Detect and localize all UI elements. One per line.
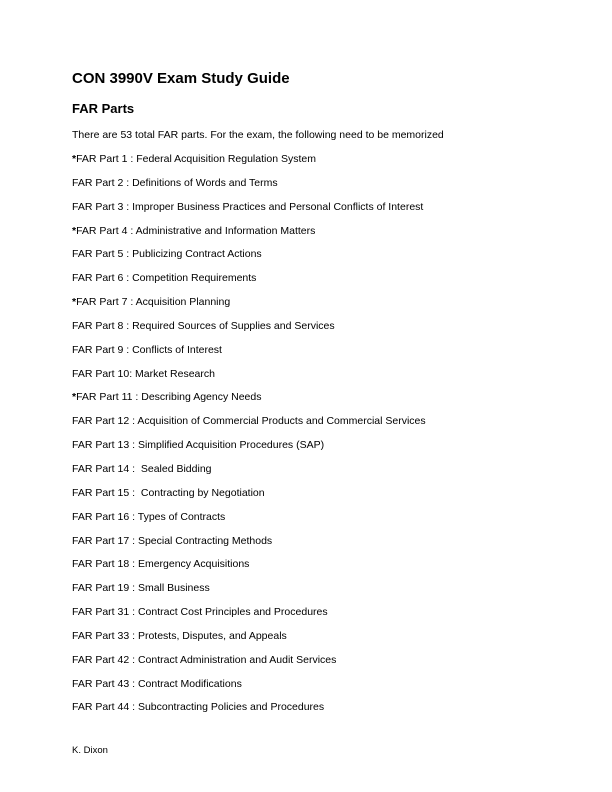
list-item [72, 415, 426, 439]
far-part-text: FAR Part 4 : Administrative and Information Matters [76, 224, 316, 237]
required-marker: * [72, 296, 77, 309]
list-item [72, 391, 426, 415]
far-part-text: FAR Part 44 : Subcontracting Policies and Procedures [72, 701, 325, 714]
far-part-text: FAR Part 1 : Federal Acquisition Regulation System [76, 153, 316, 165]
list-item [72, 701, 426, 725]
list-item [72, 153, 426, 177]
list-item [72, 606, 426, 630]
far-part-text: FAR Part 9 : Conflicts of Interest [72, 343, 222, 356]
far-part-text: FAR Part 2 : Definitions of Words and Terms [72, 176, 278, 189]
list-item [72, 225, 426, 249]
list-item [72, 368, 426, 392]
far-part-text: FAR Part 19 : Small Business [72, 582, 210, 595]
far-part-text: FAR Part 42 : Contract Administration and Audit Services [72, 653, 337, 666]
list-item [72, 630, 426, 654]
list-item [72, 320, 426, 344]
list-item [72, 296, 426, 320]
list-item [72, 654, 426, 678]
list-item [72, 248, 426, 272]
list-item [72, 678, 426, 702]
required-marker: * [72, 391, 77, 404]
list-item [72, 535, 426, 559]
list-item [72, 511, 426, 535]
far-part-text: FAR Part 12 : Acquisition of Commercial Products and Commercial Services [72, 415, 426, 428]
far-part-text: FAR Part 10: Market Research [72, 367, 215, 380]
document-title: CON 3990V Exam Study Guide [72, 70, 290, 87]
far-part-text: FAR Part 15 : Contracting by Negotiation [72, 486, 265, 499]
list-item [72, 487, 426, 511]
section-heading: FAR Parts [72, 101, 135, 116]
list-item [72, 344, 426, 368]
far-part-text: FAR Part 18 : Emergency Acquisitions [72, 558, 250, 571]
far-part-text: FAR Part 5 : Publicizing Contract Actions [72, 248, 262, 261]
far-part-text: FAR Part 7 : Acquisition Planning [76, 296, 231, 309]
far-part-text: FAR Part 33 : Protests, Disputes, and Appeals [72, 629, 287, 642]
author-footer: K. Dixon [72, 745, 108, 756]
list-item [72, 582, 426, 606]
far-part-text: FAR Part 6 : Competition Requirements [72, 272, 257, 285]
far-part-text: FAR Part 17 : Special Contracting Methods [72, 534, 273, 547]
far-part-text: FAR Part 16 : Types of Contracts [72, 510, 226, 523]
list-item [72, 177, 426, 201]
far-part-text: FAR Part 11 : Describing Agency Needs [76, 391, 262, 404]
required-marker: * [72, 224, 77, 237]
list-item [72, 201, 426, 225]
far-part-text: FAR Part 31 : Contract Cost Principles and Procedures [72, 606, 328, 619]
far-part-text: FAR Part 14 : Sealed Bidding [72, 462, 212, 475]
intro-paragraph: There are 53 total FAR parts. For the exam, the following need to be memorized [72, 129, 444, 141]
far-parts-list [72, 153, 426, 725]
far-part-text: FAR Part 43 : Contract Modifications [72, 677, 242, 690]
required-marker: * [72, 153, 77, 165]
list-item [72, 272, 426, 296]
far-part-text: FAR Part 8 : Required Sources of Supplies and Services [72, 319, 335, 332]
list-item [72, 558, 426, 582]
list-item [72, 439, 426, 463]
far-part-text: FAR Part 3 : Improper Business Practices and Personal Conflicts of Interest [72, 200, 424, 213]
list-item [72, 463, 426, 487]
far-part-text: FAR Part 13 : Simplified Acquisition Procedures (SAP) [72, 439, 325, 452]
